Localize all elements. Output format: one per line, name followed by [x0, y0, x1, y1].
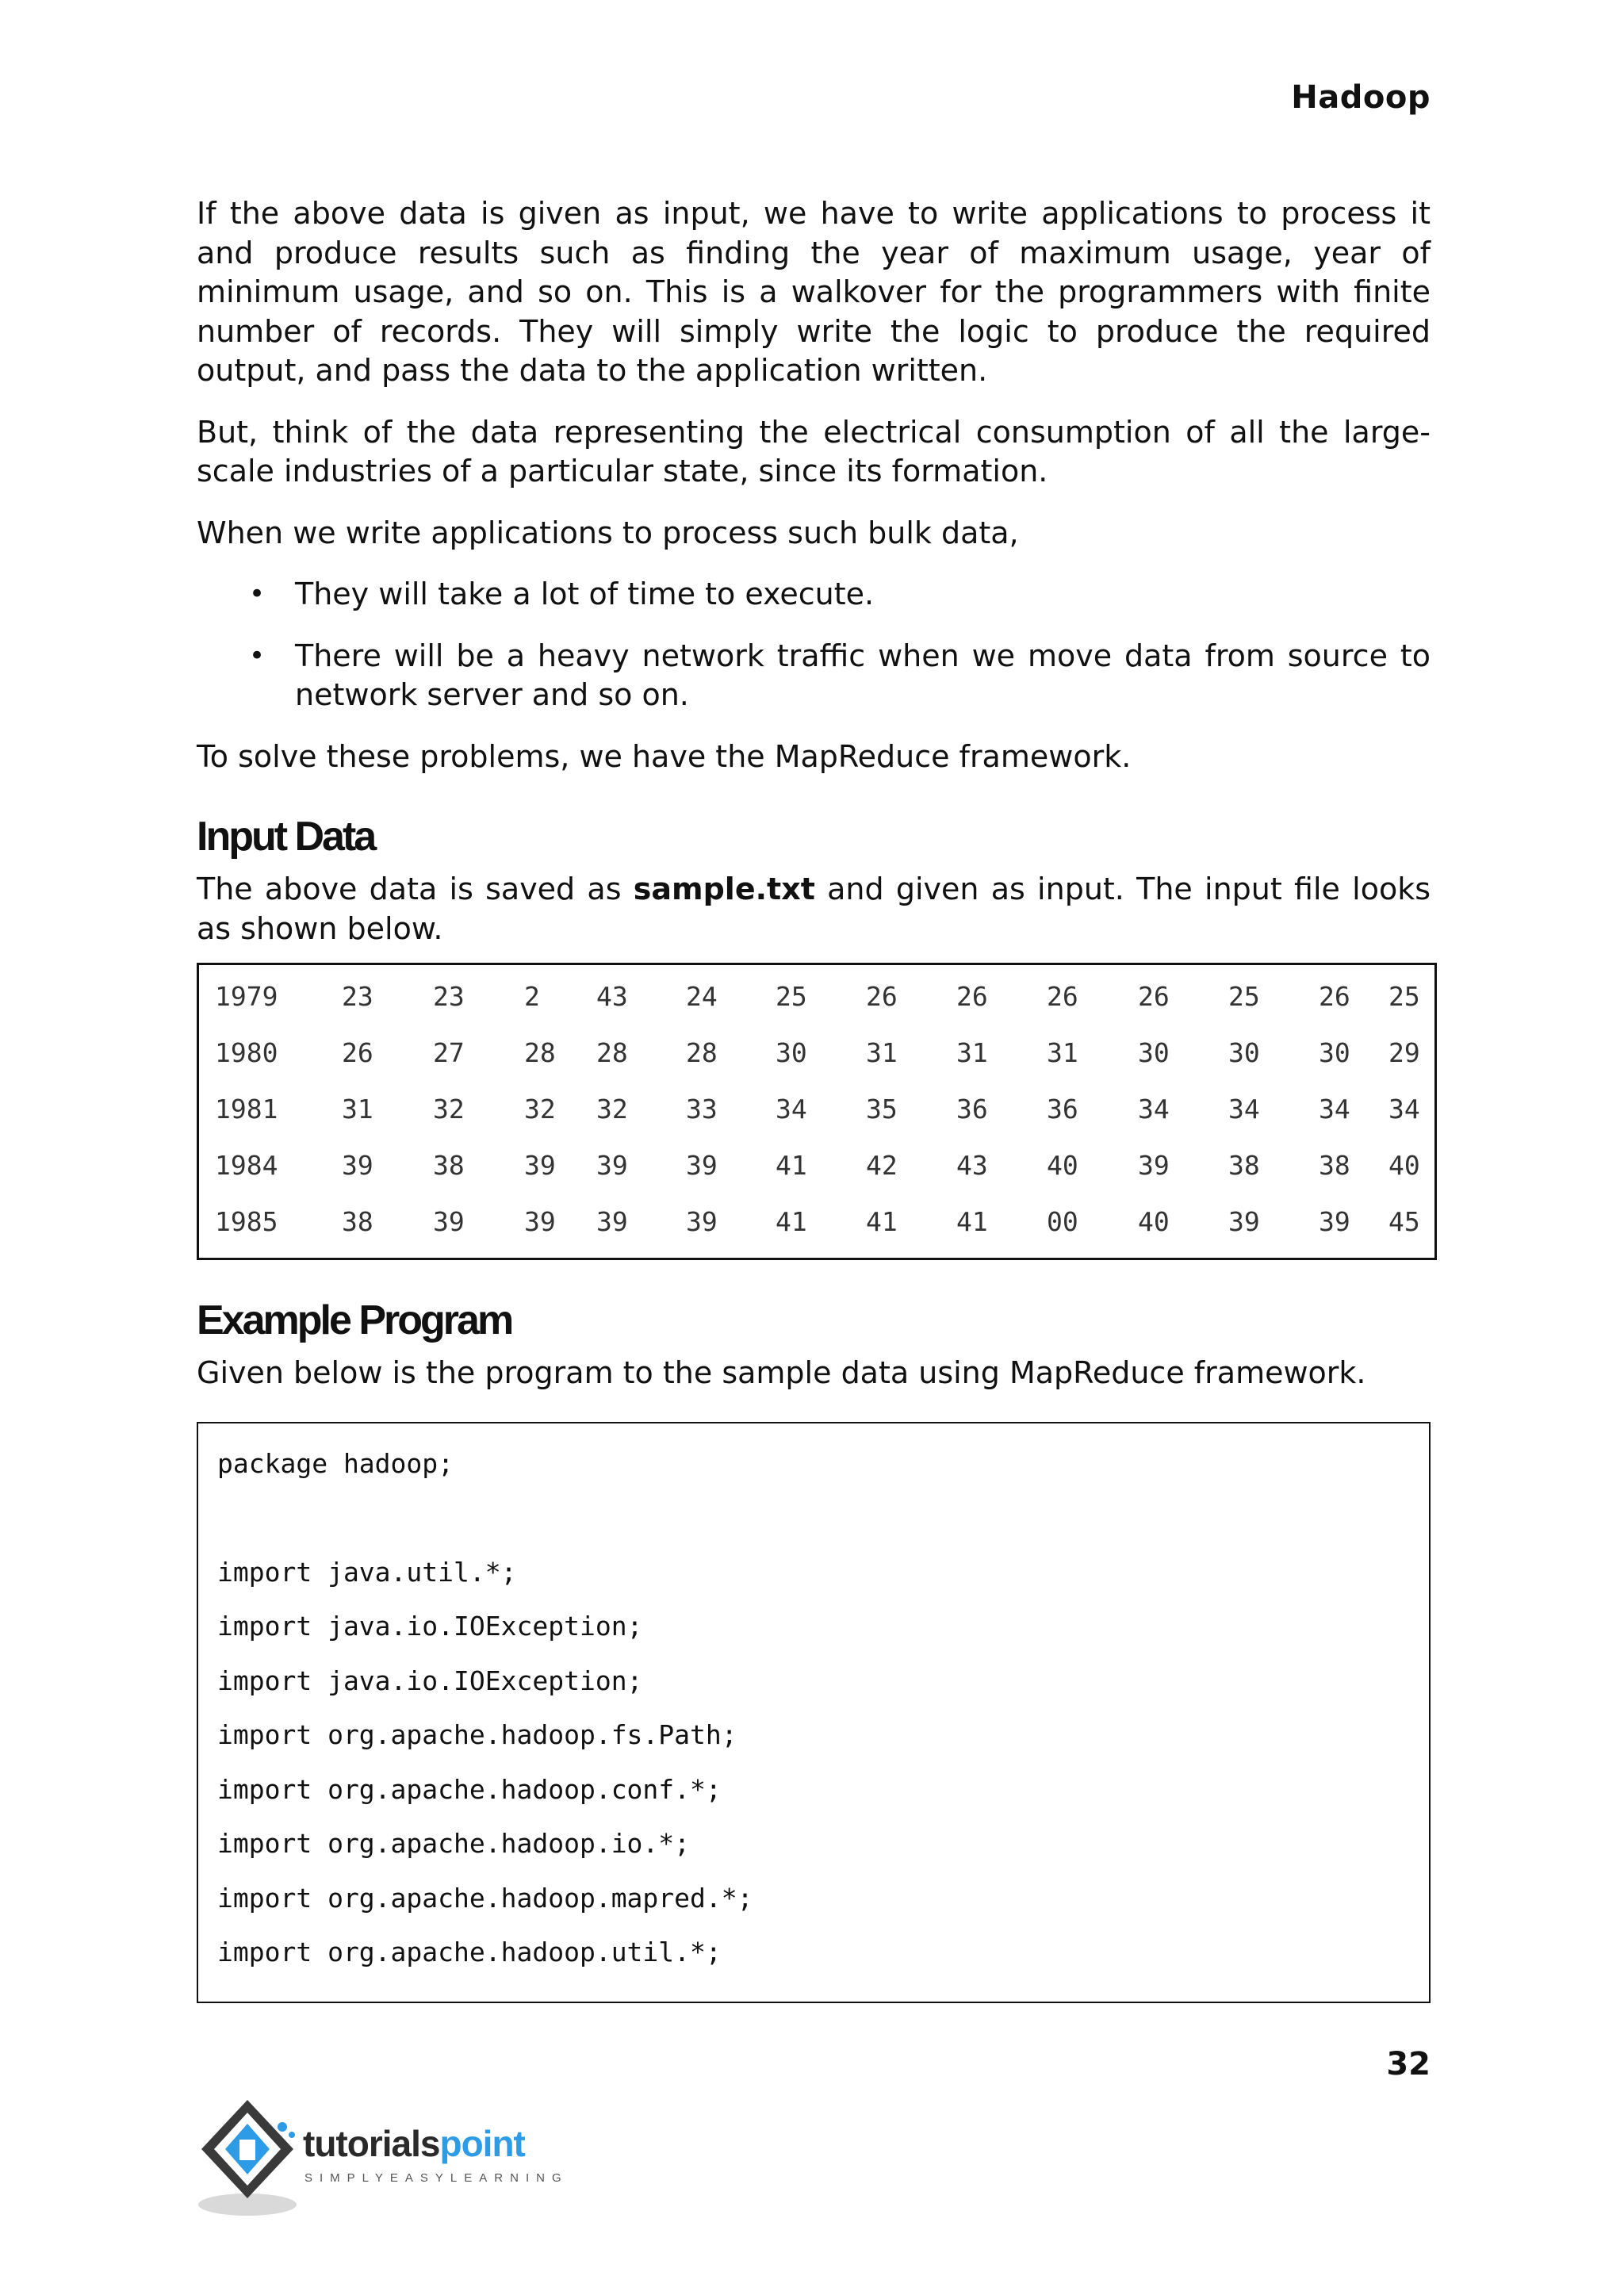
data-cell: 41: [776, 1206, 807, 1237]
data-cell: 26: [1319, 981, 1350, 1012]
data-cell: 39: [524, 1150, 556, 1181]
code-line: import java.io.IOException;: [217, 1665, 643, 1696]
data-cell: 23: [342, 981, 373, 1012]
data-cell: 45: [1388, 1206, 1420, 1237]
example-program-heading: Example Program: [197, 1297, 512, 1343]
data-row: [199, 1137, 1434, 1193]
data-cell: 1980: [215, 1037, 278, 1068]
data-cell: 41: [956, 1206, 988, 1237]
bullet-text: There will be a heavy network traffic when we move data from source to network server and so on.: [295, 638, 1431, 712]
input-text-after: and given as input. The input file looks as shown below.: [197, 872, 1431, 946]
code-line: import org.apache.hadoop.util.*;: [217, 1937, 722, 1967]
data-cell: 36: [956, 1094, 988, 1125]
data-cell: 00: [1047, 1206, 1078, 1237]
data-cell: 25: [1388, 981, 1420, 1012]
data-cell: 34: [1388, 1094, 1420, 1125]
data-cell: 1984: [215, 1150, 278, 1181]
input-data-description: [197, 870, 1431, 948]
logo-wordmark: [303, 2122, 525, 2165]
data-cell: 23: [433, 981, 465, 1012]
bullet-item: [197, 575, 1431, 615]
code-line: import java.util.*;: [217, 1556, 517, 1588]
data-cell: 39: [433, 1206, 465, 1237]
data-cell: 28: [596, 1037, 628, 1068]
code-line: package hadoop;: [217, 1447, 454, 1479]
tutorialspoint-logo: [195, 2094, 569, 2220]
data-cell: 42: [866, 1150, 898, 1181]
data-row: [199, 1025, 1434, 1081]
data-cell: 26: [1138, 981, 1170, 1012]
data-cell: 39: [686, 1150, 718, 1181]
data-cell: 38: [433, 1150, 465, 1181]
data-cell: 32: [596, 1094, 628, 1125]
data-cell: 26: [1047, 981, 1078, 1012]
data-cell: 33: [686, 1094, 718, 1125]
code-line: import org.apache.hadoop.mapred.*;: [217, 1882, 753, 1914]
data-cell: 26: [342, 1037, 373, 1068]
data-cell: 39: [342, 1150, 373, 1181]
logo-tagline: SIMPLYEASYLEARNING: [304, 2171, 569, 2185]
data-cell: 38: [342, 1206, 373, 1237]
data-cell: 41: [776, 1150, 807, 1181]
code-line: import java.io.IOException;: [217, 1611, 643, 1642]
data-cell: 40: [1138, 1206, 1170, 1237]
data-cell: 30: [1228, 1037, 1260, 1068]
data-row: [199, 1193, 1434, 1250]
data-cell: 39: [1228, 1206, 1260, 1237]
bullet-dot-icon: •: [249, 578, 266, 610]
data-cell: 30: [1138, 1037, 1170, 1068]
data-cell: 39: [1319, 1206, 1350, 1237]
page-number: 32: [1386, 2046, 1431, 2082]
logo-wordmark-part2: point: [439, 2123, 525, 2164]
data-cell: 28: [524, 1037, 556, 1068]
data-cell: 26: [956, 981, 988, 1012]
paragraph-1: If the above data is given as input, we have to write applications to process it and produce results such as finding the year of maximum usage, year of minimum usage, and so on. This is a walkover for the programmers with finite number of records. They will simply write the logic to produce the required output, and pass the data to the application written.: [197, 196, 1431, 388]
paragraph-3: When we write applications to process such bulk data,: [197, 515, 1019, 550]
data-cell: 24: [686, 981, 718, 1012]
data-cell: 31: [956, 1037, 988, 1068]
data-cell: 34: [776, 1094, 807, 1125]
data-cell: 32: [524, 1094, 556, 1125]
data-cell: 39: [524, 1206, 556, 1237]
code-line: [217, 1498, 1429, 1553]
data-cell: 31: [866, 1037, 898, 1068]
data-cell: 25: [776, 981, 807, 1012]
data-cell: 34: [1138, 1094, 1170, 1125]
data-cell: 34: [1228, 1094, 1260, 1125]
data-cell: 30: [776, 1037, 807, 1068]
input-data-heading: Input Data: [197, 814, 375, 860]
code-block: [197, 1422, 1431, 2003]
data-cell: 39: [686, 1206, 718, 1237]
data-cell: 31: [342, 1094, 373, 1125]
data-cell: 30: [1319, 1037, 1350, 1068]
code-line: import org.apache.hadoop.io.*;: [217, 1828, 691, 1859]
page-content: [197, 194, 1431, 2003]
data-cell: 43: [956, 1150, 988, 1181]
data-cell: 27: [433, 1037, 465, 1068]
data-cell: 1981: [215, 1094, 278, 1125]
data-cell: 26: [866, 981, 898, 1012]
data-cell: 40: [1388, 1150, 1420, 1181]
input-filename: sample.txt: [633, 872, 815, 906]
data-row: [199, 968, 1434, 1025]
bullet-text: They will take a lot of time to execute.: [295, 577, 875, 611]
data-cell: 28: [686, 1037, 718, 1068]
data-cell: 25: [1228, 981, 1260, 1012]
bullet-item: [197, 637, 1431, 715]
data-cell: 43: [596, 981, 628, 1012]
page-header-title: Hadoop: [1291, 79, 1431, 116]
logo-diamond-icon: [195, 2094, 306, 2220]
data-cell: 38: [1319, 1150, 1350, 1181]
data-cell: 2: [524, 981, 540, 1012]
logo-wordmark-part1: tutorials: [303, 2123, 440, 2164]
example-program-intro: Given below is the program to the sample data using MapReduce framework.: [197, 1355, 1366, 1390]
data-cell: 41: [866, 1206, 898, 1237]
paragraph-2: But, think of the data representing the electrical consumption of all the large-scale industries of a particular state, since its formation.: [197, 414, 1431, 489]
data-cell: 35: [866, 1094, 898, 1125]
data-cell: 1979: [215, 981, 278, 1012]
data-cell: 34: [1319, 1094, 1350, 1125]
data-cell: 31: [1047, 1037, 1078, 1068]
data-cell: 40: [1047, 1150, 1078, 1181]
code-line: import org.apache.hadoop.conf.*;: [217, 1773, 722, 1805]
data-cell: 39: [596, 1150, 628, 1181]
input-text-before: The above data is saved as: [197, 872, 634, 906]
data-cell: 36: [1047, 1094, 1078, 1125]
data-cell: 39: [596, 1206, 628, 1237]
data-cell: 32: [433, 1094, 465, 1125]
bullet-dot-icon: •: [249, 639, 266, 672]
paragraph-4: To solve these problems, we have the MapReduce framework.: [197, 738, 1132, 774]
data-cell: 38: [1228, 1150, 1260, 1181]
data-cell: 29: [1388, 1037, 1420, 1068]
data-cell: 1985: [215, 1206, 278, 1237]
data-cell: 39: [1138, 1150, 1170, 1181]
input-data-table: [197, 963, 1437, 1260]
data-row: [199, 1081, 1434, 1137]
bullet-list: [197, 575, 1431, 715]
code-line: import org.apache.hadoop.fs.Path;: [217, 1719, 737, 1750]
